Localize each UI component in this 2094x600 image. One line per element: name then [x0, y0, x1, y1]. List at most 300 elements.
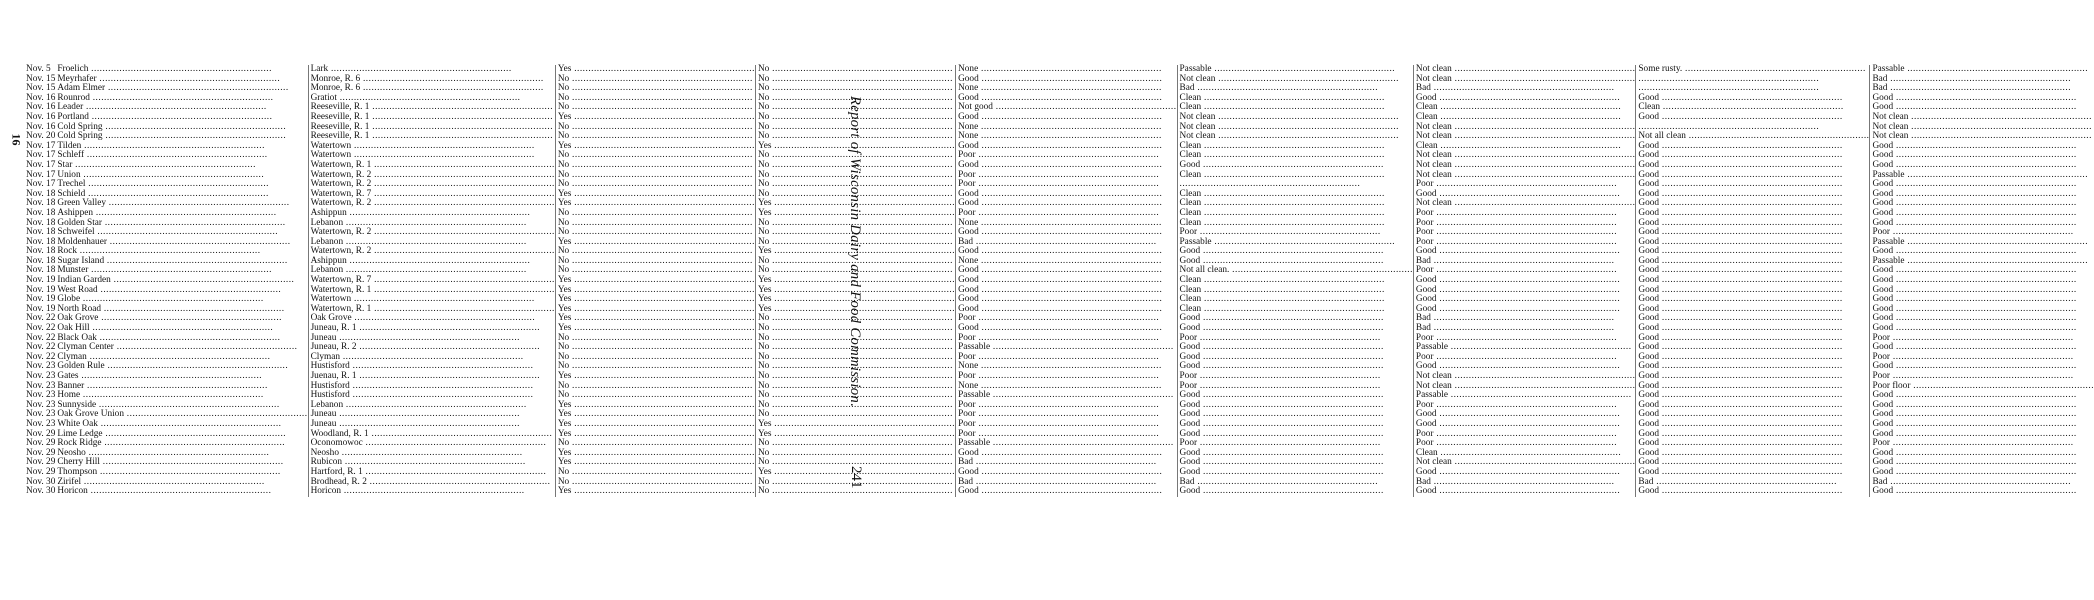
cell-col-7: Clean ..... [1177, 103, 1413, 113]
cell-col-7: Good ..... [1177, 468, 1413, 478]
cell-col-7: Poor ..... [1177, 439, 1413, 449]
cell-col-5: No ..... [755, 75, 955, 85]
cell-date: Nov. 29 [26, 447, 56, 458]
cell-date: Nov. 18 [26, 188, 56, 199]
cell-post-office: Watertown ..... [308, 295, 555, 305]
cell-col-7: Good ..... [1177, 401, 1413, 411]
cell-col-9: Good ..... [1636, 314, 1870, 324]
cell-col-5: No ..... [755, 180, 955, 190]
cell-col-8: Not clean ..... [1413, 132, 1635, 142]
cell-col-9: Good ..... [1636, 199, 1870, 209]
cell-col-9: Good ..... [1636, 439, 1870, 449]
table-row [26, 487, 2094, 497]
cell-date: Nov. 22 [26, 342, 56, 353]
page-number: 241 [848, 466, 864, 489]
cell-col-9: Good ..... [1636, 458, 1870, 468]
cell-col-10: Bad ..... [1870, 75, 2094, 85]
cell-col-10: Good ..... [1870, 391, 2094, 401]
cell-col-9: Good ..... [1636, 238, 1870, 248]
cell-col-4: No ..... [555, 171, 755, 181]
cell-col-8: Good ..... [1413, 190, 1635, 200]
cell-col-6: None ..... [956, 257, 1177, 267]
cell-col-4: Yes ..... [555, 449, 755, 459]
cell-col-10: Poor floor ..... [1870, 382, 2094, 392]
cell-col-5: No ..... [755, 161, 955, 171]
cell-col-6: Poor ..... [956, 353, 1177, 363]
cell-col-7: Good ..... [1177, 247, 1413, 257]
cell-date: Nov. 16 [26, 121, 56, 132]
cell-col-8: Poor ..... [1413, 180, 1635, 190]
cell-col-4: No ..... [555, 75, 755, 85]
cell-col-5: No ..... [755, 123, 955, 133]
cell-school-name: Banner ..... [55, 382, 308, 392]
cell-col-7: Clean ..... [1177, 305, 1413, 315]
cell-col-5: No ..... [755, 391, 955, 401]
cell-col-8: Poor ..... [1413, 209, 1635, 219]
cell-col-7: Not clean ..... [1177, 113, 1413, 123]
cell-col-10: Good ..... [1870, 219, 2094, 229]
cell-col-6: Poor ..... [956, 420, 1177, 430]
cell-col-6: Poor ..... [956, 209, 1177, 219]
cell-col-7: Clean ..... [1177, 142, 1413, 152]
cell-col-10: Good ..... [1870, 410, 2094, 420]
cell-col-8: Not clean ..... [1413, 372, 1635, 382]
cell-col-9: Good ..... [1636, 324, 1870, 334]
cell-col-5: No ..... [755, 401, 955, 411]
cell-school-name: Zirifel ..... [55, 478, 308, 488]
cell-col-7: Bad ..... [1177, 84, 1413, 94]
cell-col-9: Good ..... [1636, 449, 1870, 459]
cell-col-6: None ..... [956, 84, 1177, 94]
cell-date: Nov. 22 [26, 332, 56, 343]
cell-date: Nov. 17 [26, 150, 56, 161]
cell-col-6: Bad ..... [956, 458, 1177, 468]
cell-col-10: Good ..... [1870, 487, 2094, 497]
cell-col-6: Good ..... [956, 286, 1177, 296]
cell-col-5: No ..... [755, 219, 955, 229]
cell-col-5: Yes ..... [755, 468, 955, 478]
cell-school-name: Indian Garden ..... [55, 276, 308, 286]
cell-col-8: Bad ..... [1413, 257, 1635, 267]
cell-col-9: Good ..... [1636, 420, 1870, 430]
cell-school-name: Tilden ..... [55, 142, 308, 152]
cell-col-6: Poor ..... [956, 334, 1177, 344]
cell-col-5: No ..... [755, 410, 955, 420]
cell-col-6: Good ..... [956, 228, 1177, 238]
cell-col-10: Good ..... [1870, 420, 2094, 430]
cell-col-4: Yes ..... [555, 458, 755, 468]
cell-col-4: Yes ..... [555, 305, 755, 315]
cell-post-office: Watertown, R. 1 ..... [308, 305, 555, 315]
cell-col-7: Clean ..... [1177, 171, 1413, 181]
cell-col-4: Yes ..... [555, 142, 755, 152]
cell-col-6: Poor ..... [956, 151, 1177, 161]
cell-date: Nov. 29 [26, 457, 56, 468]
cell-col-8: Poor ..... [1413, 228, 1635, 238]
cell-col-6: Poor ..... [956, 314, 1177, 324]
cell-col-8: Not clean ..... [1413, 151, 1635, 161]
cell-col-7: Passable ..... [1177, 65, 1413, 75]
cell-school-name: Globe ..... [55, 295, 308, 305]
cell-col-10: Passable ..... [1870, 257, 2094, 267]
cell-col-4: No ..... [555, 94, 755, 104]
cell-col-8: Poor ..... [1413, 353, 1635, 363]
cell-post-office: Hustisford ..... [308, 382, 555, 392]
cell-col-6: Not good ..... [956, 103, 1177, 113]
cell-col-10: Good ..... [1870, 142, 2094, 152]
cell-post-office: Reeseville, R. 1 ..... [308, 113, 555, 123]
cell-col-4: Yes ..... [555, 324, 755, 334]
cell-col-5: Yes ..... [755, 199, 955, 209]
cell-post-office: Watertown, R. 2 ..... [308, 171, 555, 181]
cell-school-name: West Road ..... [55, 286, 308, 296]
cell-date: Nov. 19 [26, 275, 56, 286]
cell-post-office: Juneau ..... [308, 334, 555, 344]
cell-col-8: Good ..... [1413, 410, 1635, 420]
cell-school-name: Union ..... [55, 171, 308, 181]
cell-school-name: Neosho ..... [55, 449, 308, 459]
cell-col-10: Not clean ..... [1870, 123, 2094, 133]
cell-date: Nov. 18 [26, 246, 56, 257]
cell-col-4: No ..... [555, 151, 755, 161]
cell-post-office: Juneau, R. 2 ..... [308, 343, 555, 353]
cell-date: Nov. 17 [26, 179, 56, 190]
cell-col-9: Some rusty. ..... [1636, 65, 1870, 75]
cell-col-8: Poor ..... [1413, 334, 1635, 344]
cell-school-name: Froelich ..... [55, 65, 308, 75]
cell-post-office: Watertown, R. 2 ..... [308, 199, 555, 209]
cell-col-7: Clean ..... [1177, 295, 1413, 305]
cell-post-office: Watertown, R. 2 ..... [308, 180, 555, 190]
cell-col-9: Not all clean ..... [1636, 132, 1870, 142]
cell-col-7: Not clean ..... [1177, 75, 1413, 85]
cell-col-4: Yes ..... [555, 65, 755, 75]
cell-col-5: No ..... [755, 324, 955, 334]
cell-col-9: Good ..... [1636, 382, 1870, 392]
cell-col-7: Not clean ..... [1177, 132, 1413, 142]
inspection-table [26, 65, 2094, 497]
cell-school-name: Oak Grove ..... [55, 314, 308, 324]
cell-col-4: Yes ..... [555, 113, 755, 123]
cell-col-9: Good ..... [1636, 401, 1870, 411]
cell-school-name: Ashippen ..... [55, 209, 308, 219]
cell-col-4: No ..... [555, 391, 755, 401]
cell-school-name: Schleff ..... [55, 151, 308, 161]
cell-col-5: Yes ..... [755, 209, 955, 219]
cell-col-5: Yes ..... [755, 247, 955, 257]
cell-col-9: Good ..... [1636, 228, 1870, 238]
cell-col-5: No ..... [755, 314, 955, 324]
cell-col-4: No ..... [555, 478, 755, 488]
cell-col-4: Yes ..... [555, 430, 755, 440]
cell-col-5: No ..... [755, 238, 955, 248]
cell-col-7: Clean ..... [1177, 276, 1413, 286]
cell-col-7: Clean ..... [1177, 94, 1413, 104]
cell-post-office: Reeseville, R. 1 ..... [308, 103, 555, 113]
cell-col-6: None ..... [956, 132, 1177, 142]
cell-date: Nov. 15 [26, 73, 56, 84]
cell-date: Nov. 30 [26, 476, 56, 487]
cell-col-6: Bad ..... [956, 238, 1177, 248]
cell-col-5: No ..... [755, 382, 955, 392]
cell-col-8: Clean ..... [1413, 113, 1635, 123]
cell-col-7: Clean ..... [1177, 219, 1413, 229]
cell-date: Nov. 23 [26, 399, 56, 410]
cell-post-office: Juneau ..... [308, 410, 555, 420]
cell-col-6: Good ..... [956, 75, 1177, 85]
cell-date: Nov. 22 [26, 323, 56, 334]
cell-col-8: Clean ..... [1413, 103, 1635, 113]
cell-col-7: Poor ..... [1177, 228, 1413, 238]
cell-col-6: Good ..... [956, 305, 1177, 315]
cell-col-8: Poor ..... [1413, 439, 1635, 449]
cell-school-name: Cherry Hill ..... [55, 458, 308, 468]
cell-col-7: Clean ..... [1177, 199, 1413, 209]
cell-date: Nov. 18 [26, 207, 56, 218]
cell-col-4: Yes ..... [555, 487, 755, 497]
cell-col-5: No ..... [755, 65, 955, 75]
cell-col-8: Bad ..... [1413, 478, 1635, 488]
cell-col-10: Good ..... [1870, 199, 2094, 209]
cell-col-5: No ..... [755, 266, 955, 276]
cell-post-office: Hustisford ..... [308, 391, 555, 401]
cell-col-6: Good ..... [956, 113, 1177, 123]
cell-col-9: Good ..... [1636, 190, 1870, 200]
cell-col-5: No ..... [755, 343, 955, 353]
cell-col-8: Poor ..... [1413, 430, 1635, 440]
cell-post-office: Clyman ..... [308, 353, 555, 363]
cell-col-5: No ..... [755, 362, 955, 372]
cell-col-8: Good ..... [1413, 305, 1635, 315]
cell-col-8: Passable ..... [1413, 391, 1635, 401]
cell-col-8: Not clean ..... [1413, 458, 1635, 468]
cell-school-name: Thompson ..... [55, 468, 308, 478]
cell-date: Nov. 5 [26, 64, 51, 74]
cell-col-6: Good ..... [956, 94, 1177, 104]
cell-col-4: No ..... [555, 161, 755, 171]
cell-col-6: Good ..... [956, 449, 1177, 459]
cell-col-4: No ..... [555, 228, 755, 238]
cell-col-9: Good ..... [1636, 468, 1870, 478]
cell-col-9: Good ..... [1636, 295, 1870, 305]
cell-col-9: Good ..... [1636, 343, 1870, 353]
cell-post-office: Horicon ..... [308, 487, 555, 497]
cell-post-office: Monroe, R. 6 ..... [308, 84, 555, 94]
cell-col-4: No ..... [555, 84, 755, 94]
cell-post-office: Monroe, R. 6 ..... [308, 75, 555, 85]
cell-col-4: No ..... [555, 382, 755, 392]
cell-col-5: Yes ..... [755, 420, 955, 430]
cell-date: Nov. 23 [26, 390, 56, 401]
cell-school-name: Lime Ledge ..... [55, 430, 308, 440]
cell-school-name: Munster ..... [55, 266, 308, 276]
cell-col-7: Good ..... [1177, 324, 1413, 334]
running-header: Report of Wisconsin Dairy and Food Commission. [847, 96, 863, 408]
cell-col-10: Poor ..... [1870, 372, 2094, 382]
cell-post-office: Lebanon ..... [308, 238, 555, 248]
cell-col-7: Poor ..... [1177, 382, 1413, 392]
cell-col-4: Yes ..... [555, 410, 755, 420]
cell-col-4: Yes ..... [555, 401, 755, 411]
cell-col-7: Good ..... [1177, 430, 1413, 440]
cell-col-9: Good ..... [1636, 171, 1870, 181]
cell-post-office: Reeseville, R. 1 ..... [308, 132, 555, 142]
cell-school-name: Horicon ..... [55, 487, 308, 497]
cell-post-office: Watertown, R. 7 ..... [308, 276, 555, 286]
cell-col-9: Good ..... [1636, 305, 1870, 315]
cell-date: Nov. 16 [26, 92, 56, 103]
cell-col-10: Good ..... [1870, 295, 2094, 305]
cell-school-name: Oak Grove Union ..... [55, 410, 308, 420]
cell-school-name: Portland ..... [55, 113, 308, 123]
cell-col-4: No ..... [555, 257, 755, 267]
cell-col-8: Poor ..... [1413, 401, 1635, 411]
cell-col-6: None ..... [956, 362, 1177, 372]
cell-col-7: Poor ..... [1177, 334, 1413, 344]
cell-col-6: Good ..... [956, 324, 1177, 334]
cell-col-10: Poor ..... [1870, 439, 2094, 449]
cell-col-4: No ..... [555, 180, 755, 190]
cell-school-name: Rock Ridge ..... [55, 439, 308, 449]
cell-col-9: Good ..... [1636, 353, 1870, 363]
cell-post-office: Watertown, R. 2 ..... [308, 247, 555, 257]
cell-col-7: Good ..... [1177, 458, 1413, 468]
cell-col-7: Clean ..... [1177, 190, 1413, 200]
cell-school-name: Black Oak ..... [55, 334, 308, 344]
cell-col-6: None ..... [956, 382, 1177, 392]
cell-post-office: Brodhead, R. 2 ..... [308, 478, 555, 488]
cell-col-10: Good ..... [1870, 286, 2094, 296]
cell-col-5: No ..... [755, 372, 955, 382]
cell-school-name: Adam Elmer ..... [55, 84, 308, 94]
cell-col-4: No ..... [555, 353, 755, 363]
cell-post-office: Lebanon ..... [308, 219, 555, 229]
cell-col-5: No ..... [755, 228, 955, 238]
cell-col-5: No ..... [755, 439, 955, 449]
cell-post-office: Lark ..... [308, 65, 555, 75]
cell-date: Nov. 20 [26, 131, 56, 142]
cell-date: Nov. 18 [26, 217, 56, 228]
cell-col-4: No ..... [555, 266, 755, 276]
cell-school-name: Rock ..... [55, 247, 308, 257]
cell-date: Nov. 23 [26, 380, 56, 391]
cell-col-9: Good ..... [1636, 276, 1870, 286]
cell-col-8: Not clean ..... [1413, 123, 1635, 133]
cell-post-office: Watertown, R. 1 ..... [308, 286, 555, 296]
cell-col-4: No ..... [555, 362, 755, 372]
cell-col-10: Passable ..... [1870, 65, 2094, 75]
cell-col-10: Good ..... [1870, 468, 2094, 478]
cell-col-6: Good ..... [956, 190, 1177, 200]
cell-col-10: Good ..... [1870, 314, 2094, 324]
cell-col-6: Passable ..... [956, 391, 1177, 401]
cell-col-10: Good ..... [1870, 180, 2094, 190]
cell-col-8: Poor ..... [1413, 238, 1635, 248]
cell-col-9: Good ..... [1636, 94, 1870, 104]
cell-col-5: No ..... [755, 353, 955, 363]
cell-col-9: Good ..... [1636, 391, 1870, 401]
cell-date: Nov. 15 [26, 83, 56, 94]
cell-col-7: Bad ..... [1177, 478, 1413, 488]
cell-col-5: Yes ..... [755, 305, 955, 315]
cell-school-name: Meyrhafer ..... [55, 75, 308, 85]
cell-col-10: Good ..... [1870, 103, 2094, 113]
cell-col-10: Good ..... [1870, 305, 2094, 315]
cell-col-10: Good ..... [1870, 362, 2094, 372]
cell-col-5: No ..... [755, 113, 955, 123]
cell-col-9: Good ..... [1636, 247, 1870, 257]
cell-col-8: Passable ..... [1413, 343, 1635, 353]
cell-col-8: Clean ..... [1413, 449, 1635, 459]
cell-school-name: Golden Star ..... [55, 219, 308, 229]
cell-col-5: Yes ..... [755, 276, 955, 286]
cell-col-9: Good ..... [1636, 151, 1870, 161]
cell-col-9: Good ..... [1636, 142, 1870, 152]
cell-post-office: Lebanon ..... [308, 401, 555, 411]
cell-post-office: Ashippun ..... [308, 257, 555, 267]
inspection-table-body [26, 65, 2094, 497]
cell-col-8: Bad ..... [1413, 314, 1635, 324]
cell-col-8: Good ..... [1413, 94, 1635, 104]
cell-school-name: Schweifel ..... [55, 228, 308, 238]
cell-col-8: Not clean ..... [1413, 75, 1635, 85]
cell-col-5: No ..... [755, 449, 955, 459]
signature-mark: 16 [9, 133, 24, 146]
cell-col-7: Passable ..... [1177, 238, 1413, 248]
cell-school-name: Clyman Center ..... [55, 343, 308, 353]
cell-date: Nov. 23 [26, 409, 56, 420]
cell-date: Nov. 29 [26, 466, 56, 477]
cell-col-5: No ..... [755, 487, 955, 497]
cell-school-name: North Road ..... [55, 305, 308, 315]
cell-col-6: None ..... [956, 219, 1177, 229]
cell-col-7: Not all clean. ..... [1177, 266, 1413, 276]
cell-post-office: Hartford, R. 1 ..... [308, 468, 555, 478]
cell-school-name: Golden Rule ..... [55, 362, 308, 372]
cell-col-8: Not clean ..... [1413, 65, 1635, 75]
cell-col-4: No ..... [555, 439, 755, 449]
cell-col-4: No ..... [555, 468, 755, 478]
cell-col-10: Good ..... [1870, 161, 2094, 171]
cell-col-4: Yes ..... [555, 199, 755, 209]
cell-col-10: Poor ..... [1870, 228, 2094, 238]
cell-post-office: Oak Grove ..... [308, 314, 555, 324]
cell-col-4: Yes ..... [555, 295, 755, 305]
cell-post-office: Neosho ..... [308, 449, 555, 459]
cell-col-5: No ..... [755, 151, 955, 161]
cell-school-name: Sugar Island ..... [55, 257, 308, 267]
cell-col-8: Good ..... [1413, 420, 1635, 430]
cell-col-8: Poor ..... [1413, 266, 1635, 276]
cell-col-5: No ..... [755, 334, 955, 344]
cell-date: Nov. 29 [26, 428, 56, 439]
cell-post-office: Ashippun ..... [308, 209, 555, 219]
cell-date: Nov. 18 [26, 236, 56, 247]
cell-col-10: Not clean ..... [1870, 132, 2094, 142]
cell-col-6: Passable ..... [956, 439, 1177, 449]
cell-col-9: Good ..... [1636, 362, 1870, 372]
cell-col-7: Good ..... [1177, 487, 1413, 497]
cell-col-7: Good ..... [1177, 314, 1413, 324]
cell-col-7: Clean ..... [1177, 151, 1413, 161]
cell-col-6: Good ..... [956, 468, 1177, 478]
cell-date: Nov. 19 [26, 294, 56, 305]
cell-col-10: Good ..... [1870, 430, 2094, 440]
cell-col-5: Yes ..... [755, 295, 955, 305]
cell-col-7: Good ..... [1177, 161, 1413, 171]
cell-date: Nov. 18 [26, 265, 56, 276]
cell-col-4: No ..... [555, 343, 755, 353]
